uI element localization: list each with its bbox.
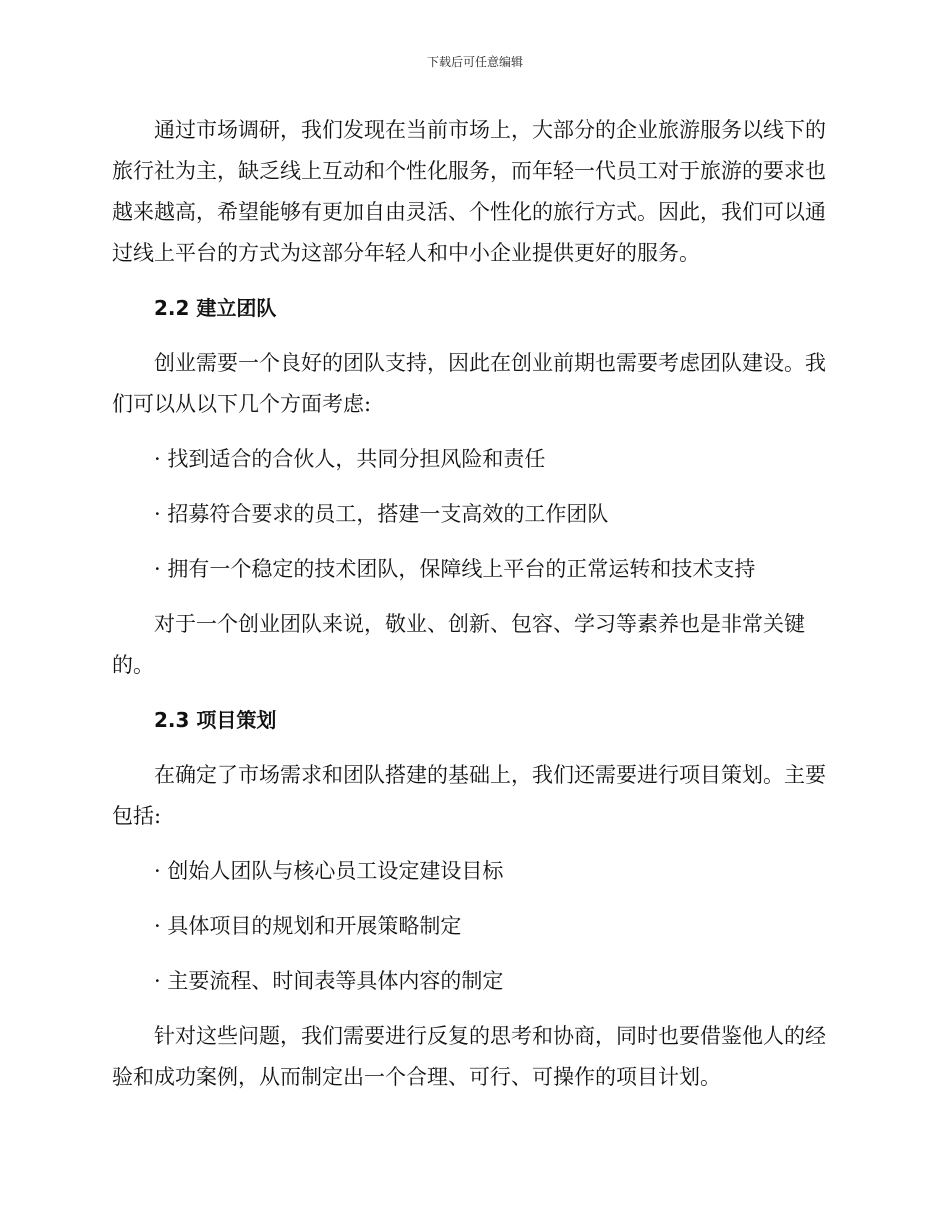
list-item: · 创始人团队与核心员工设定建设目标 (154, 859, 504, 883)
document-body (112, 110, 832, 1112)
page-header: 下载后可任意编辑 (426, 55, 523, 69)
list-item: · 招募符合要求的员工，搭建一支高效的工作团队 (154, 502, 609, 526)
list-item: · 主要流程、时间表等具体内容的制定 (154, 969, 504, 993)
paragraph-planning-intro: 在确定了市场需求和团队搭建的基础上，我们还需要进行项目策划。主要包括: (112, 763, 826, 828)
list-item: · 找到适合的合伙人，共同分担风险和责任 (154, 447, 546, 471)
paragraph-team-qualities: 对于一个创业团队来说，敬业、创新、包容、学习等素养也是非常关键的。 (112, 612, 805, 677)
list-item: · 具体项目的规划和开展策略制定 (154, 914, 462, 938)
section-heading-build-team: 2.2 建立团队 (154, 296, 277, 320)
list-item: · 拥有一个稳定的技术团队，保障线上平台的正常运转和技术支持 (154, 557, 756, 581)
section-heading-project-planning: 2.3 项目策划 (154, 708, 277, 732)
paragraph-team-intro: 创业需要一个良好的团队支持，因此在创业前期也需要考虑团队建设。我们可以从以下几个方面考虑: (112, 351, 826, 416)
paragraph-market-research: 通过市场调研，我们发现在当前市场上，大部分的企业旅游服务以线下的旅行社为主，缺乏线上互动和个性化服务，而年轻一代员工对于旅游的要求也越来越高，希望能够有更加自由灵活、个性化的旅行方式。因此，我们可以通过线上平台的方式为这部分年轻人和中小企业提供更好的服务。 (112, 118, 826, 265)
paragraph-planning-conclusion: 针对这些问题，我们需要进行反复的思考和协商，同时也要借鉴他人的经验和成功案例，从而制定出一个合理、可行、可操作的项目计划。 (112, 1024, 826, 1089)
